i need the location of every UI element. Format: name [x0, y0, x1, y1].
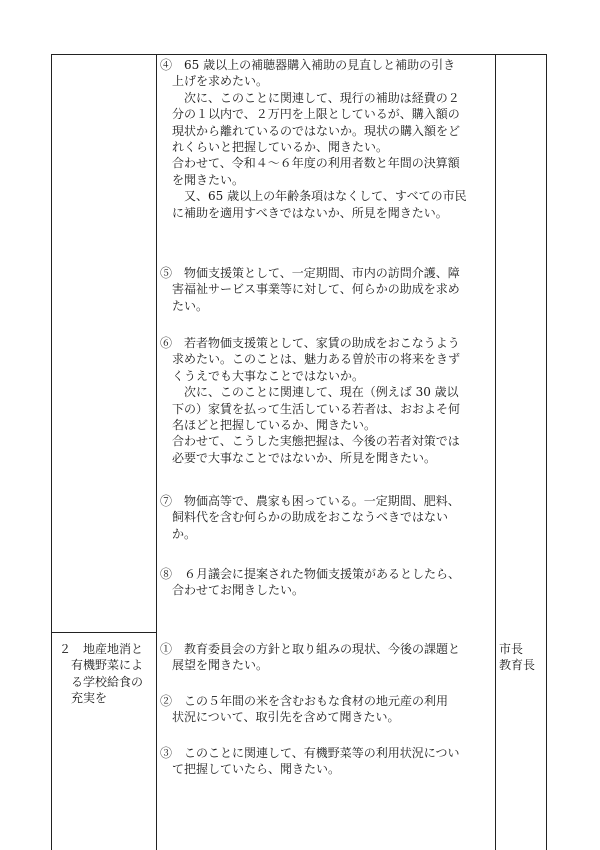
question-table: [51, 54, 547, 850]
topic2-question-2: [160, 693, 498, 726]
topic-line: る学校給食の: [59, 674, 144, 689]
question-8: [160, 566, 498, 599]
text-line: ④ 65 歳以上の補聴器購入補助の見直しと補助の引き: [160, 58, 456, 72]
text-line: れくらいと把握しているか、聞きたい。: [160, 140, 389, 155]
text-line: 求めたい。このことは、魅力ある曽於市の将来をきず: [160, 352, 461, 367]
text-line: ⑥ 若者物価支援策として、家賃の助成をおこなうよう: [160, 336, 460, 350]
table-border-left: [51, 55, 52, 850]
text-line: 現状から離れているのではないか。現状の購入額をど: [160, 123, 461, 138]
question-7: [160, 493, 498, 542]
text-line: 合わせてお聞きしたい。: [160, 583, 305, 598]
topic-line: 充実を: [59, 691, 108, 706]
respondent: 市長: [499, 642, 524, 656]
text-line: 又、65 歳以上の年齢条項はなくして、すべての市民: [160, 189, 467, 204]
text-line: 合わせて、こうした実態把握は、今後の若者対策では: [160, 434, 460, 449]
text-line: 展望を聞きたい。: [160, 658, 269, 673]
question-5: [160, 265, 498, 314]
text-line: て把握していたら、聞きたい。: [160, 762, 341, 777]
text-line: 次に、このことに関連して、現行の補助は経費の２: [160, 90, 460, 105]
text-line: 害福祉サービス事業等に対して、何らかの助成を求め: [160, 282, 460, 297]
topic2-question-3: [160, 745, 498, 778]
text-line: ③ このことに関連して、有機野菜等の利用状況につい: [160, 746, 460, 760]
respondent: 教育長: [499, 658, 536, 673]
table-border-right: [546, 55, 547, 850]
text-line: か。: [160, 526, 197, 541]
text-line: 次に、このことに関連して、現在（例えば 30 歳以: [160, 385, 459, 400]
question-6: [160, 335, 498, 466]
text-line: ⑧ ６月議会に提案された物価支援策があるとしたら、: [160, 567, 461, 581]
text-line: 合わせて、令和４～６年度の利用者数と年間の決算額: [160, 156, 460, 171]
topic-line: ２ 地産地消と: [59, 642, 144, 656]
respondents: [499, 641, 545, 674]
text-line: たい。: [160, 298, 209, 313]
text-line: 名ほどと把握しているか、聞きたい。: [160, 418, 377, 433]
question-4: [160, 57, 498, 221]
text-line: 下の）家賃を払って生活している若者は、おおよそ何: [160, 401, 461, 416]
text-line: くうえでも大事なことではないか。: [160, 368, 365, 383]
text-line: を聞きたい。: [160, 172, 245, 187]
text-line: 分の１以内で、２万円を上限としているが、購入額の: [160, 107, 460, 122]
table-divider-topic: [156, 55, 157, 850]
text-line: に補助を適用すべきではないか、所見を聞きたい。: [160, 205, 448, 220]
topic-line: 有機野菜によ: [59, 658, 144, 673]
text-line: ⑦ 物価高等で、農家も困っている。一定期間、肥料、: [160, 494, 460, 508]
text-line: ① 教育委員会の方針と取り組みの現状、今後の課題と: [160, 642, 461, 656]
topic-row-separator: [51, 632, 157, 633]
text-line: ⑤ 物価支援策として、一定期間、市内の訪問介護、障: [160, 266, 460, 280]
text-line: ② この５年間の米を含むおもな食材の地元産の利用: [160, 694, 449, 708]
topic2-question-1: [160, 641, 498, 674]
topic-2: [59, 641, 155, 707]
text-line: 状況について、取引先を含めて聞きたい。: [160, 710, 400, 725]
text-line: 必要で大事なことではないか、所見を聞きたい。: [160, 450, 437, 465]
text-line: 飼料代を含む何らかの助成をおこなうべきではない: [160, 510, 449, 525]
text-line: 上げを求めたい。: [160, 74, 269, 89]
